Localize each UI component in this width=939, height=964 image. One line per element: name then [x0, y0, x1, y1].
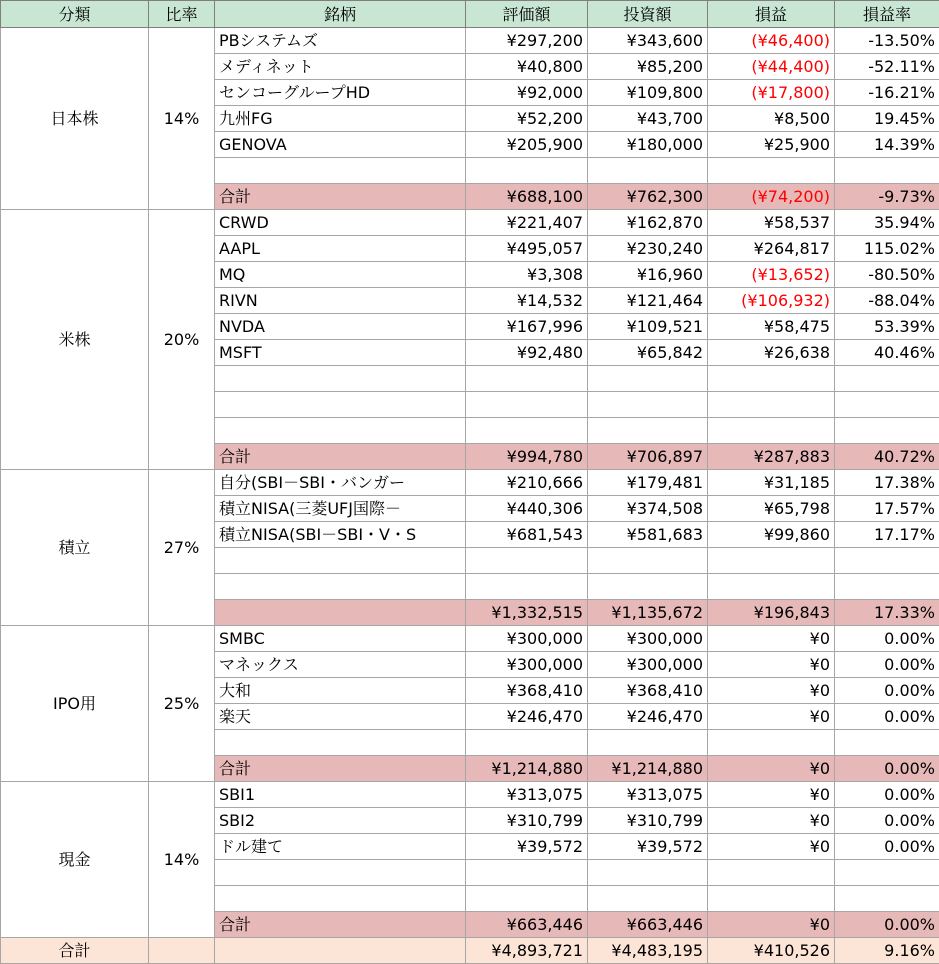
pnl-rate-cell[interactable]: 0.00%	[835, 652, 939, 678]
empty-investment-cell[interactable]	[588, 418, 708, 444]
valuation-cell[interactable]: ¥300,000	[466, 626, 588, 652]
stock-name-cell[interactable]: 楽天	[215, 704, 466, 730]
grand-total-stock-cell[interactable]	[215, 938, 466, 964]
investment-cell[interactable]: ¥121,464	[588, 288, 708, 314]
valuation-cell[interactable]: ¥681,543	[466, 522, 588, 548]
empty-valuation-cell[interactable]	[466, 730, 588, 756]
empty-pnl-rate-cell[interactable]	[835, 392, 939, 418]
stock-name-cell[interactable]: NVDA	[215, 314, 466, 340]
pnl-cell[interactable]: (¥46,400)	[708, 28, 835, 54]
subtotal-valuation-cell[interactable]: ¥994,780	[466, 444, 588, 470]
pnl-cell[interactable]: ¥58,475	[708, 314, 835, 340]
stock-name-cell[interactable]: CRWD	[215, 210, 466, 236]
stock-name-cell[interactable]: 積立NISA(三菱UFJ国際－	[215, 496, 466, 522]
pnl-rate-cell[interactable]: -88.04%	[835, 288, 939, 314]
empty-investment-cell[interactable]	[588, 730, 708, 756]
pnl-rate-cell[interactable]: 0.00%	[835, 808, 939, 834]
pnl-cell[interactable]: ¥26,638	[708, 340, 835, 366]
pnl-rate-cell[interactable]: 40.46%	[835, 340, 939, 366]
pnl-rate-cell[interactable]: 17.57%	[835, 496, 939, 522]
subtotal-pnl-rate-cell[interactable]: 0.00%	[835, 756, 939, 782]
pnl-rate-cell[interactable]: 0.00%	[835, 626, 939, 652]
empty-valuation-cell[interactable]	[466, 418, 588, 444]
empty-name-cell[interactable]	[215, 730, 466, 756]
valuation-cell[interactable]: ¥39,572	[466, 834, 588, 860]
header-pnl[interactable]: 損益	[708, 1, 835, 28]
stock-name-cell[interactable]: SMBC	[215, 626, 466, 652]
header-stock[interactable]: 銘柄	[215, 1, 466, 28]
empty-pnl-rate-cell[interactable]	[835, 886, 939, 912]
subtotal-label-cell[interactable]	[215, 600, 466, 626]
empty-name-cell[interactable]	[215, 886, 466, 912]
pnl-cell[interactable]: ¥0	[708, 808, 835, 834]
investment-cell[interactable]: ¥180,000	[588, 132, 708, 158]
empty-pnl-rate-cell[interactable]	[835, 366, 939, 392]
subtotal-valuation-cell[interactable]: ¥1,214,880	[466, 756, 588, 782]
investment-cell[interactable]: ¥246,470	[588, 704, 708, 730]
grand-total-investment-cell[interactable]: ¥4,483,195	[588, 938, 708, 964]
stock-name-cell[interactable]: SBI1	[215, 782, 466, 808]
stock-name-cell[interactable]: MSFT	[215, 340, 466, 366]
subtotal-investment-cell[interactable]: ¥1,135,672	[588, 600, 708, 626]
pnl-cell[interactable]: ¥0	[708, 652, 835, 678]
empty-investment-cell[interactable]	[588, 860, 708, 886]
empty-pnl-rate-cell[interactable]	[835, 574, 939, 600]
category-cell[interactable]: 米株	[1, 210, 149, 470]
pnl-cell[interactable]: ¥0	[708, 678, 835, 704]
pnl-rate-cell[interactable]: 17.17%	[835, 522, 939, 548]
empty-valuation-cell[interactable]	[466, 860, 588, 886]
investment-cell[interactable]: ¥109,521	[588, 314, 708, 340]
valuation-cell[interactable]: ¥310,799	[466, 808, 588, 834]
subtotal-label-cell[interactable]: 合計	[215, 444, 466, 470]
empty-investment-cell[interactable]	[588, 574, 708, 600]
pnl-cell[interactable]: ¥31,185	[708, 470, 835, 496]
pnl-cell[interactable]: ¥65,798	[708, 496, 835, 522]
investment-cell[interactable]: ¥43,700	[588, 106, 708, 132]
valuation-cell[interactable]: ¥52,200	[466, 106, 588, 132]
valuation-cell[interactable]: ¥14,532	[466, 288, 588, 314]
pnl-rate-cell[interactable]: 14.39%	[835, 132, 939, 158]
empty-investment-cell[interactable]	[588, 886, 708, 912]
empty-name-cell[interactable]	[215, 860, 466, 886]
subtotal-pnl-cell[interactable]: (¥74,200)	[708, 184, 835, 210]
stock-name-cell[interactable]: SBI2	[215, 808, 466, 834]
empty-pnl-cell[interactable]	[708, 886, 835, 912]
subtotal-pnl-rate-cell[interactable]: 17.33%	[835, 600, 939, 626]
subtotal-valuation-cell[interactable]: ¥1,332,515	[466, 600, 588, 626]
valuation-cell[interactable]: ¥210,666	[466, 470, 588, 496]
subtotal-investment-cell[interactable]: ¥762,300	[588, 184, 708, 210]
ratio-cell[interactable]: 14%	[149, 28, 215, 210]
pnl-cell[interactable]: ¥264,817	[708, 236, 835, 262]
valuation-cell[interactable]: ¥246,470	[466, 704, 588, 730]
empty-valuation-cell[interactable]	[466, 392, 588, 418]
stock-name-cell[interactable]: RIVN	[215, 288, 466, 314]
pnl-cell[interactable]: ¥25,900	[708, 132, 835, 158]
subtotal-pnl-cell[interactable]: ¥0	[708, 756, 835, 782]
valuation-cell[interactable]: ¥167,996	[466, 314, 588, 340]
pnl-rate-cell[interactable]: 0.00%	[835, 678, 939, 704]
investment-cell[interactable]: ¥230,240	[588, 236, 708, 262]
subtotal-pnl-cell[interactable]: ¥196,843	[708, 600, 835, 626]
ratio-cell[interactable]: 27%	[149, 470, 215, 626]
subtotal-valuation-cell[interactable]: ¥688,100	[466, 184, 588, 210]
pnl-rate-cell[interactable]: 115.02%	[835, 236, 939, 262]
empty-investment-cell[interactable]	[588, 158, 708, 184]
stock-name-cell[interactable]: 積立NISA(SBI－SBI・V・S	[215, 522, 466, 548]
valuation-cell[interactable]: ¥297,200	[466, 28, 588, 54]
table-row	[1, 28, 939, 54]
stock-name-cell[interactable]: MQ	[215, 262, 466, 288]
investment-cell[interactable]: ¥343,600	[588, 28, 708, 54]
subtotal-pnl-rate-cell[interactable]: 0.00%	[835, 912, 939, 938]
stock-name-cell[interactable]: 自分(SBI－SBI・バンガー	[215, 470, 466, 496]
investment-cell[interactable]: ¥16,960	[588, 262, 708, 288]
investment-cell[interactable]: ¥162,870	[588, 210, 708, 236]
empty-valuation-cell[interactable]	[466, 886, 588, 912]
table-row	[1, 470, 939, 496]
valuation-cell[interactable]: ¥92,000	[466, 80, 588, 106]
subtotal-label-cell[interactable]: 合計	[215, 912, 466, 938]
investment-cell[interactable]: ¥179,481	[588, 470, 708, 496]
empty-valuation-cell[interactable]	[466, 366, 588, 392]
empty-pnl-cell[interactable]	[708, 730, 835, 756]
header-category[interactable]: 分類	[1, 1, 149, 28]
investment-cell[interactable]: ¥374,508	[588, 496, 708, 522]
subtotal-pnl-rate-cell[interactable]: -9.73%	[835, 184, 939, 210]
stock-name-cell[interactable]: センコーグループHD	[215, 80, 466, 106]
category-cell[interactable]: 現金	[1, 782, 149, 938]
investment-cell[interactable]: ¥300,000	[588, 626, 708, 652]
grand-total-label-cell[interactable]: 合計	[1, 938, 149, 964]
pnl-rate-cell[interactable]: 35.94%	[835, 210, 939, 236]
ratio-cell[interactable]: 20%	[149, 210, 215, 470]
empty-investment-cell[interactable]	[588, 366, 708, 392]
stock-name-cell[interactable]: マネックス	[215, 652, 466, 678]
stock-name-cell[interactable]: GENOVA	[215, 132, 466, 158]
subtotal-investment-cell[interactable]: ¥663,446	[588, 912, 708, 938]
pnl-cell[interactable]: ¥0	[708, 704, 835, 730]
valuation-cell[interactable]: ¥40,800	[466, 54, 588, 80]
subtotal-label-cell[interactable]: 合計	[215, 184, 466, 210]
grand-total-ratio-cell[interactable]	[149, 938, 215, 964]
valuation-cell[interactable]: ¥221,407	[466, 210, 588, 236]
pnl-cell[interactable]: ¥8,500	[708, 106, 835, 132]
pnl-cell[interactable]: (¥106,932)	[708, 288, 835, 314]
stock-name-cell[interactable]: AAPL	[215, 236, 466, 262]
subtotal-label-cell[interactable]: 合計	[215, 756, 466, 782]
ratio-cell[interactable]: 25%	[149, 626, 215, 782]
pnl-rate-cell[interactable]: -80.50%	[835, 262, 939, 288]
table-row	[1, 782, 939, 808]
pnl-cell[interactable]: (¥17,800)	[708, 80, 835, 106]
investment-cell[interactable]: ¥109,800	[588, 80, 708, 106]
pnl-cell[interactable]: ¥99,860	[708, 522, 835, 548]
stock-name-cell[interactable]: メディネット	[215, 54, 466, 80]
empty-pnl-rate-cell[interactable]	[835, 860, 939, 886]
empty-pnl-cell[interactable]	[708, 574, 835, 600]
category-cell[interactable]: IPO用	[1, 626, 149, 782]
investment-cell[interactable]: ¥368,410	[588, 678, 708, 704]
pnl-cell[interactable]: (¥44,400)	[708, 54, 835, 80]
grand-total-pnl-cell[interactable]: ¥410,526	[708, 938, 835, 964]
pnl-rate-cell[interactable]: 53.39%	[835, 314, 939, 340]
stock-name-cell[interactable]: ドル建て	[215, 834, 466, 860]
header-valuation[interactable]: 評価額	[466, 1, 588, 28]
pnl-rate-cell[interactable]: -13.50%	[835, 28, 939, 54]
valuation-cell[interactable]: ¥300,000	[466, 652, 588, 678]
investment-cell[interactable]: ¥300,000	[588, 652, 708, 678]
subtotal-pnl-cell[interactable]: ¥0	[708, 912, 835, 938]
pnl-cell[interactable]: (¥13,652)	[708, 262, 835, 288]
pnl-cell[interactable]: ¥0	[708, 782, 835, 808]
stock-name-cell[interactable]: 大和	[215, 678, 466, 704]
empty-pnl-cell[interactable]	[708, 366, 835, 392]
empty-investment-cell[interactable]	[588, 548, 708, 574]
empty-valuation-cell[interactable]	[466, 158, 588, 184]
subtotal-pnl-rate-cell[interactable]: 40.72%	[835, 444, 939, 470]
investment-cell[interactable]: ¥310,799	[588, 808, 708, 834]
valuation-cell[interactable]: ¥440,306	[466, 496, 588, 522]
header-ratio[interactable]: 比率	[149, 1, 215, 28]
empty-valuation-cell[interactable]	[466, 548, 588, 574]
header-row	[1, 1, 939, 28]
valuation-cell[interactable]: ¥92,480	[466, 340, 588, 366]
grand-total-row	[1, 938, 939, 964]
pnl-rate-cell[interactable]: 0.00%	[835, 782, 939, 808]
table-row	[1, 210, 939, 236]
pnl-cell[interactable]: ¥58,537	[708, 210, 835, 236]
subtotal-investment-cell[interactable]: ¥706,897	[588, 444, 708, 470]
empty-pnl-cell[interactable]	[708, 158, 835, 184]
empty-name-cell[interactable]	[215, 418, 466, 444]
empty-name-cell[interactable]	[215, 574, 466, 600]
valuation-cell[interactable]: ¥205,900	[466, 132, 588, 158]
subtotal-investment-cell[interactable]: ¥1,214,880	[588, 756, 708, 782]
sheet-body	[1, 28, 939, 964]
empty-name-cell[interactable]	[215, 158, 466, 184]
empty-investment-cell[interactable]	[588, 392, 708, 418]
subtotal-valuation-cell[interactable]: ¥663,446	[466, 912, 588, 938]
grand-total-valuation-cell[interactable]: ¥4,893,721	[466, 938, 588, 964]
pnl-rate-cell[interactable]: 0.00%	[835, 834, 939, 860]
empty-pnl-cell[interactable]	[708, 548, 835, 574]
empty-name-cell[interactable]	[215, 366, 466, 392]
empty-name-cell[interactable]	[215, 548, 466, 574]
pnl-rate-cell[interactable]: -52.11%	[835, 54, 939, 80]
empty-valuation-cell[interactable]	[466, 574, 588, 600]
grand-total-pnl-rate-cell[interactable]: 9.16%	[835, 938, 939, 964]
pnl-rate-cell[interactable]: -16.21%	[835, 80, 939, 106]
empty-pnl-rate-cell[interactable]	[835, 548, 939, 574]
pnl-rate-cell[interactable]: 19.45%	[835, 106, 939, 132]
subtotal-pnl-cell[interactable]: ¥287,883	[708, 444, 835, 470]
investment-cell[interactable]: ¥581,683	[588, 522, 708, 548]
empty-pnl-cell[interactable]	[708, 392, 835, 418]
table-row	[1, 626, 939, 652]
pnl-rate-cell[interactable]: 17.38%	[835, 470, 939, 496]
empty-pnl-cell[interactable]	[708, 418, 835, 444]
pnl-cell[interactable]: ¥0	[708, 626, 835, 652]
empty-name-cell[interactable]	[215, 392, 466, 418]
valuation-cell[interactable]: ¥313,075	[466, 782, 588, 808]
valuation-cell[interactable]: ¥368,410	[466, 678, 588, 704]
header-investment[interactable]: 投資額	[588, 1, 708, 28]
investment-cell[interactable]: ¥313,075	[588, 782, 708, 808]
empty-pnl-cell[interactable]	[708, 860, 835, 886]
valuation-cell[interactable]: ¥3,308	[466, 262, 588, 288]
valuation-cell[interactable]: ¥495,057	[466, 236, 588, 262]
investment-cell[interactable]: ¥39,572	[588, 834, 708, 860]
stock-name-cell[interactable]: 九州FG	[215, 106, 466, 132]
category-cell[interactable]: 積立	[1, 470, 149, 626]
empty-pnl-rate-cell[interactable]	[835, 730, 939, 756]
ratio-cell[interactable]: 14%	[149, 782, 215, 938]
pnl-rate-cell[interactable]: 0.00%	[835, 704, 939, 730]
empty-pnl-rate-cell[interactable]	[835, 158, 939, 184]
pnl-cell[interactable]: ¥0	[708, 834, 835, 860]
investment-cell[interactable]: ¥65,842	[588, 340, 708, 366]
empty-pnl-rate-cell[interactable]	[835, 418, 939, 444]
category-cell[interactable]: 日本株	[1, 28, 149, 210]
header-pnl-rate[interactable]: 損益率	[835, 1, 939, 28]
investment-cell[interactable]: ¥85,200	[588, 54, 708, 80]
stock-name-cell[interactable]: PBシステムズ	[215, 28, 466, 54]
